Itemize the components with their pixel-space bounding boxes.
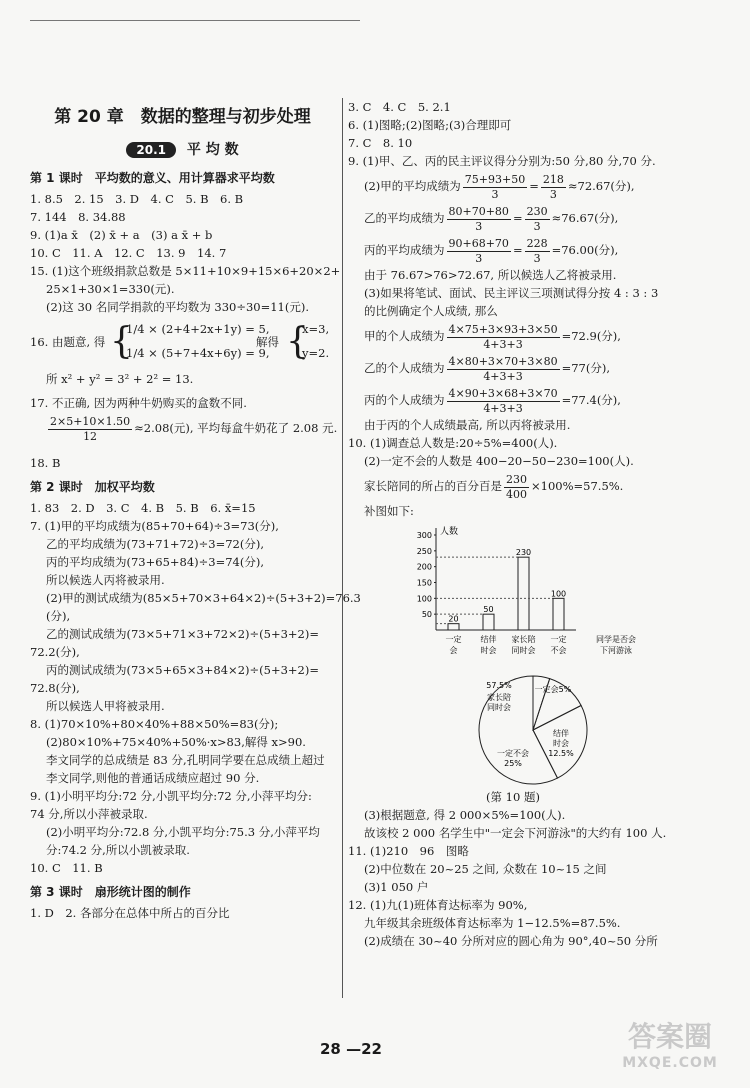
answer-line: 72.8(分), — [30, 681, 80, 695]
right-column — [348, 98, 728, 950]
q16-label: 16. 由题意, 得 — [30, 335, 106, 349]
answer-line: 11. (1)210 96 图略 — [348, 844, 469, 858]
section-title: 平 均 数 — [186, 142, 239, 158]
answer-line: 10. C 11. B — [30, 861, 103, 875]
slice-percent: 12.5% — [548, 749, 574, 758]
answer-line: 72.2(分), — [30, 645, 80, 659]
formula-line: 乙的平均成绩为 $\frac{80+70+80}{3}$ = $\frac{230}{3}$ ≈76.67(分), — [364, 204, 619, 233]
answer-line: 丙的平均成绩为(73+65+84)÷3=74(分), — [46, 555, 264, 569]
answer-line: 9. (1)小明平均分:72 分,小凯平均分:72 分,小萍平均分: — [30, 789, 312, 803]
answer-line: (2)这 30 名同学捐款的平均数为 330÷30=11(元). — [46, 300, 310, 314]
answer-line: (2)成绩在 30~40 分所对应的圆心角为 90°,40~50 分所 — [364, 934, 658, 948]
formula-line: 丙的个人成绩为 $\frac{4\times 90+3\times 68+3\times 70}{4+3+3}$ =77.4(分), — [364, 386, 621, 415]
q17-fraction-line: $\frac{2\times 5+10\times 1.50}{12}$ ≈2.08(元), 平均每盒牛奶花了 2.08 元. — [50, 414, 338, 443]
bar-chart — [398, 520, 658, 670]
answer-line: 所以候选人甲将被录用. — [46, 699, 165, 713]
data-label: 230 — [515, 548, 532, 558]
category-label: 会 — [449, 646, 458, 655]
tick-label: 50 — [421, 610, 432, 620]
answer-line: 李文同学的总成绩是 83 分,孔明同学要在总成绩上超过 — [46, 753, 325, 767]
answer-line: 8. (1)70×10%+80×40%+88×50%=83(分); — [30, 717, 279, 731]
answer-line: 乙的平均成绩为(73+71+72)÷3=72(分), — [46, 537, 264, 551]
watermark — [600, 1015, 740, 1071]
answer-line: (3)1 050 户 — [364, 880, 429, 894]
left-brace: { — [110, 321, 133, 362]
answer-line: 由于 76.67>76>72.67, 所以候选人乙将被录用. — [364, 268, 617, 282]
tick-label: 100 — [416, 594, 432, 604]
slice-label: 时会 — [553, 739, 569, 748]
figure-caption: (第 10 题) — [486, 790, 540, 804]
bar — [483, 614, 494, 630]
q16-equation-system — [30, 316, 335, 370]
answer-line: (分), — [46, 609, 71, 623]
category-label: 时会 — [480, 646, 497, 655]
answer-line: 17. 不正确, 因为两种牛奶购买的盒数不同. — [30, 396, 247, 410]
answer-line: (3)根据题意, 得 2 000×5%=100(人). — [364, 808, 566, 822]
slice-percent: 25% — [504, 759, 522, 768]
lesson-1-title: 第 1 课时 平均数的意义、用计算器求平均数 — [30, 171, 275, 185]
formula-line: 丙的平均成绩为 $\frac{90+68+70}{3}$ = $\frac{228}{3}$ =76.00(分), — [364, 236, 619, 265]
bar — [553, 598, 564, 630]
answer-line: 3. C 4. C 5. 2.1 — [348, 100, 451, 114]
formula-line: (2)甲的平均成绩为 $\frac{75+93+50}{3}$ = $\frac{218}{3}$ ≈72.67(分), — [364, 172, 635, 201]
fraction: $\frac{230}{3}$ — [526, 204, 548, 233]
lesson-3-title: 第 3 课时 扇形统计图的制作 — [30, 885, 191, 899]
fraction: $\frac{4\times 90+3\times 68+3\times 70}{4+3+3}$ — [448, 386, 558, 415]
slice-label: 结伴 — [553, 729, 569, 738]
answer-line: 补图如下: — [364, 504, 414, 518]
answer-line: 74 分,所以小萍被录取. — [30, 807, 148, 821]
q16-sol2: y=2. — [302, 346, 330, 360]
answer-line: 丙的测试成绩为(73×5+65×3+84×2)÷(5+3+2)= — [46, 663, 319, 677]
answer-line: (2)小明平均分:72.8 分,小凯平均分:75.3 分,小萍平均 — [46, 825, 320, 839]
data-label: 50 — [483, 605, 494, 615]
slice-label: 家长陪 — [487, 693, 511, 702]
answer-line: 15. (1)这个班级捐款总数是 5×11+10×9+15×6+20×2+ — [30, 264, 341, 278]
answer-line: (3)如果将笔试、面试、民主评议三项测试得分按 4 : 3 : 3 — [364, 286, 659, 300]
answer-line: (2)80×10%+75×40%+50%·x>83,解得 x>90. — [46, 735, 306, 749]
answer-line: 9. (1)甲、乙、丙的民主评议得分分别为:50 分,80 分,70 分. — [348, 154, 656, 168]
category-label: 同时会 — [511, 646, 536, 655]
answer-line: 12. (1)九(1)班体育达标率为 90%, — [348, 898, 528, 912]
slice-percent: 57.5% — [486, 681, 512, 690]
answer-line: 李文同学,则他的普通话成绩应超过 90 分. — [46, 771, 260, 785]
slice-label: 一定不会 — [497, 749, 529, 758]
q16-eq2: 1/4 × (5+7+4x+6y) = 9, — [126, 346, 270, 360]
answer-line: 九年级其余班级体育达标率为 1−12.5%=87.5%. — [364, 916, 621, 930]
tick-label: 300 — [416, 531, 432, 540]
q16-sol1: x=3, — [302, 322, 330, 336]
slice-label: 同时会 — [487, 703, 511, 712]
answer-line: 1. D 2. 各部分在总体中所占的百分比 — [30, 906, 230, 920]
watermark-url: MXQE.COM — [622, 1055, 718, 1071]
answer-line: 故该校 2 000 名学生中"一定会下河游泳"的大约有 100 人. — [364, 826, 667, 840]
category-label: 一定 — [445, 635, 462, 644]
category-label: 不会 — [550, 646, 567, 655]
fraction: $\frac{4\times 80+3\times 70+3\times 80}{4+3+3}$ — [448, 354, 558, 383]
tick-label: 200 — [416, 562, 432, 572]
fraction: $\frac{218}{3}$ — [542, 172, 564, 201]
q16-eq1: 1/4 × (2+4+2x+1y) = 5, — [126, 322, 270, 336]
formula-line: 乙的个人成绩为 $\frac{4\times 80+3\times 70+3\times 80}{4+3+3}$ =77(分), — [364, 354, 610, 383]
top-rule — [30, 20, 360, 21]
formula-line: 甲的个人成绩为 $\frac{4\times 75+3\times 93+3\times 50}{4+3+3}$ =72.9(分), — [364, 322, 621, 351]
answer-line: (2)甲的测试成绩为(85×5+70×3+64×2)÷(5+3+2)=76.3 — [46, 591, 361, 605]
answer-line: 10. C 11. A 12. C 13. 9 14. 7 — [30, 246, 227, 260]
answer-line: 18. B — [30, 456, 61, 470]
answer-line: 乙的测试成绩为(73×5+71×3+72×2)÷(5+3+2)= — [46, 627, 319, 641]
answer-line: 7. 144 8. 34.88 — [30, 210, 126, 224]
section-number: 20.1 — [126, 142, 176, 158]
category-label: 家长陪 — [511, 635, 536, 644]
fraction: $\frac{2\times 5+10\times 1.50}{12}$ — [50, 414, 131, 443]
fraction: $\frac{80+70+80}{3}$ — [448, 204, 509, 233]
fraction: $\frac{90+68+70}{3}$ — [448, 236, 509, 265]
answer-line: (2)中位数在 20~25 之间, 众数在 10~15 之间 — [364, 862, 607, 876]
answer-line: 由于丙的个人成绩最高, 所以丙将被录用. — [364, 418, 571, 432]
answer-line: 1. 83 2. D 3. C 4. B 5. B 6. x̄=15 — [30, 501, 256, 515]
answer-line: 1. 8.5 2. 15 3. D 4. C 5. B 6. B — [30, 192, 244, 206]
column-divider — [342, 98, 343, 998]
axis-note: 下河游泳 — [600, 646, 632, 655]
answer-line: 25×1+30×1=330(元). — [46, 282, 175, 296]
left-column — [30, 98, 361, 922]
formula-line: 家长陪同的所占的百分百是 $\frac{230}{400}$ ×100%=57.5%. — [364, 472, 624, 501]
answer-line: 的比例确定个人成绩, 那么 — [364, 304, 498, 318]
bar — [448, 624, 459, 630]
slice-label: 一定会5% — [534, 685, 572, 694]
fraction: $\frac{230}{400}$ — [506, 472, 527, 501]
right-brace: { — [286, 321, 309, 362]
answer-line: (2)一定不会的人数是 400−20−50−230=100(人). — [364, 454, 634, 468]
fraction: $\frac{75+93+50}{3}$ — [464, 172, 526, 201]
chapter-title: 第 20 章 数据的整理与初步处理 — [54, 107, 311, 127]
data-label: 100 — [550, 589, 567, 599]
answer-line: 10. (1)调查总人数是:20÷5%=400(人). — [348, 436, 558, 450]
fraction: $\frac{4\times 75+3\times 93+3\times 50}{4+3+3}$ — [448, 322, 558, 351]
answer-line: 7. (1)甲的平均成绩为(85+70+64)÷3=73(分), — [30, 519, 279, 533]
bar — [518, 557, 529, 630]
data-label: 20 — [448, 614, 459, 624]
answer-line: 所 x² + y² = 3² + 2² = 13. — [46, 372, 194, 386]
tick-label: 150 — [416, 578, 432, 588]
y-axis-label: 人数 — [440, 527, 459, 537]
lesson-2-title: 第 2 课时 加权平均数 — [30, 480, 155, 494]
category-label: 结伴 — [480, 635, 497, 644]
page-number: 28 —22 — [320, 1040, 382, 1058]
fraction: $\frac{228}{3}$ — [526, 236, 548, 265]
answer-line: 6. (1)图略;(2)图略;(3)合理即可 — [348, 118, 512, 132]
answer-line: 分:74.2 分,所以小凯被录取. — [46, 843, 190, 857]
section-heading — [30, 139, 335, 159]
q16-solve-word: 解得 — [256, 335, 279, 349]
axis-note: 同学是否会 — [596, 635, 636, 644]
lesson-2-answers — [30, 499, 361, 877]
watermark-logo-text: 答案圈 — [627, 1020, 712, 1053]
category-label: 一定 — [550, 635, 567, 644]
tick-label: 250 — [416, 546, 432, 556]
answer-line: 9. (1)a x̄ (2) x̄ + a (3) a x̄ + b — [30, 228, 213, 242]
answer-line: 所以候选人丙将被录用. — [46, 573, 165, 587]
answer-line: 7. C 8. 10 — [348, 136, 413, 150]
pie-chart — [438, 670, 638, 788]
